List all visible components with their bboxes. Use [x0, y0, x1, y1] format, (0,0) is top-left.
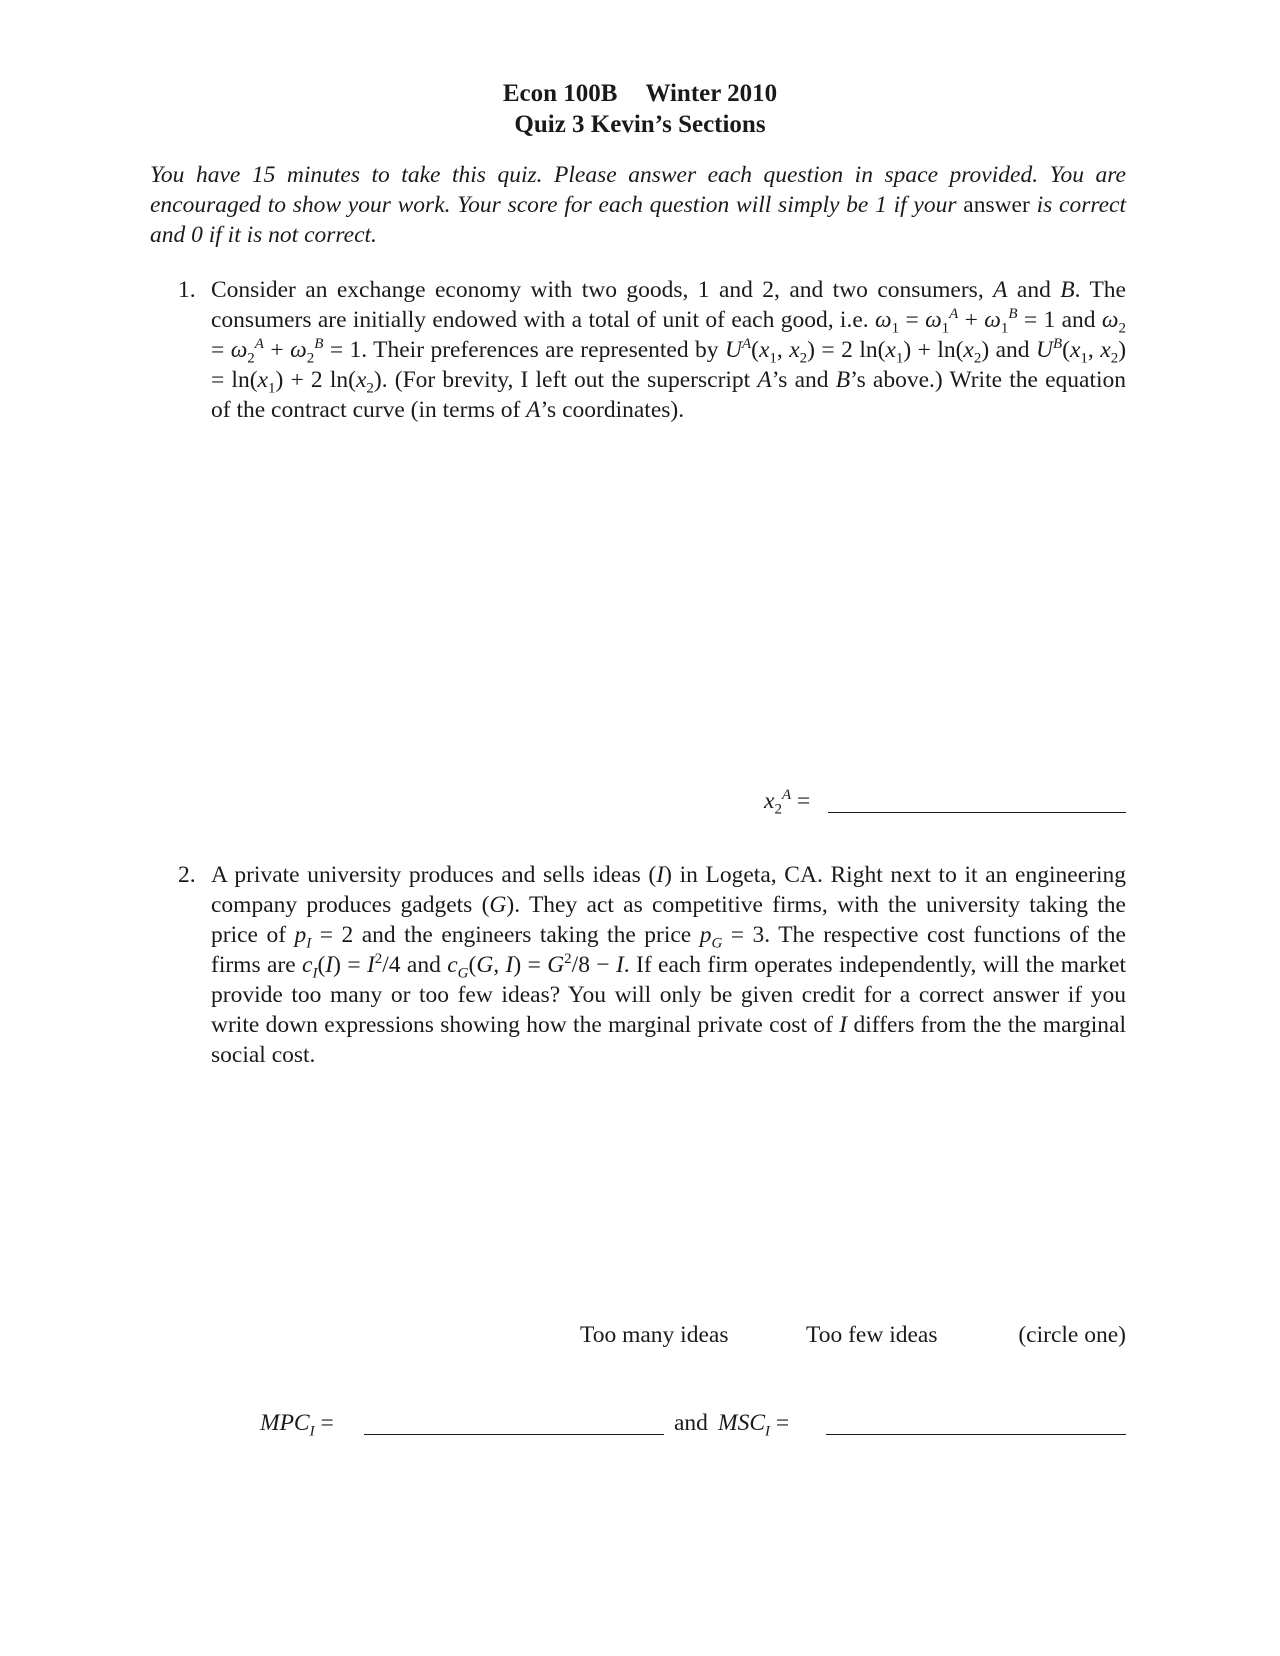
question-1	[178, 275, 1126, 425]
and-label: and	[674, 1410, 708, 1436]
question-number: 1.	[178, 277, 196, 303]
answer-label-x2a: $x_2^A$ =	[764, 787, 811, 818]
term-title: Winter 2010	[645, 80, 778, 107]
question-2	[178, 860, 1126, 1070]
question-number: 2.	[178, 862, 196, 888]
quiz-title: Quiz 3 Kevin’s Sections	[514, 111, 766, 138]
msc-label: $MSC_I$ =	[718, 1410, 790, 1440]
question-text: A private university produces and sells ideas (I) in Logeta, CA. Right next to it an engineering company produces gadgets (G). They act as competitive firms, with the university taking the price of $p_I = 2$ and the engineers taking the price $p_G = 3$. The respective cost functions of the firms are $c_I(I) = I^2/4$ and $c_G(G$, $I) = G^2/8 - I$. If each firm operates independently, will the market provide too many or too few ideas? You will only be given credit for a correct answer if you write down expressions showing how the marginal private cost of I differs from the the marginal social cost.	[211, 862, 1126, 1068]
choice-too-few[interactable]: Too few ideas	[806, 1322, 938, 1348]
question-text: Consider an exchange economy with two goods, 1 and 2, and two consumers, A and B. The consumers are initially endowed with a total of unit of each good, i.e. $\omega_1 = \omega_1^A + \omega_1^B = 1$ and $\omega_2 = \omega_2^A + \omega_2^B = 1$. Their preferences are represented by $U^A(x_1$, $x_2) = 2$ $\ln(x_1) + \ln(x_2)$ and $U^B(x_1$, $x_2) = \ln(x_1) + 2$ $\ln(x_2)$. (For brevity, I left out the superscript A’s and B’s above.) Write the equation of the contract curve (in terms of A’s coordinates).	[211, 277, 1127, 423]
choice-too-many[interactable]: Too many ideas	[580, 1322, 729, 1348]
course-title: Econ 100B	[502, 80, 618, 107]
instructions: You have 15 minutes to take this quiz. Please answer each question in space provided. You are encouraged to show your work. Your score for each question will simply be 1 if your answer is correct and 0 if it is not correct.	[150, 162, 1126, 248]
answer-blank-q1[interactable]	[828, 812, 1126, 813]
circle-one-note: (circle one)	[1018, 1322, 1126, 1348]
mpc-label: $MPC_I$ =	[260, 1410, 334, 1440]
mpc-blank[interactable]	[364, 1434, 664, 1435]
quiz-header	[0, 78, 1280, 140]
msc-blank[interactable]	[826, 1434, 1126, 1435]
